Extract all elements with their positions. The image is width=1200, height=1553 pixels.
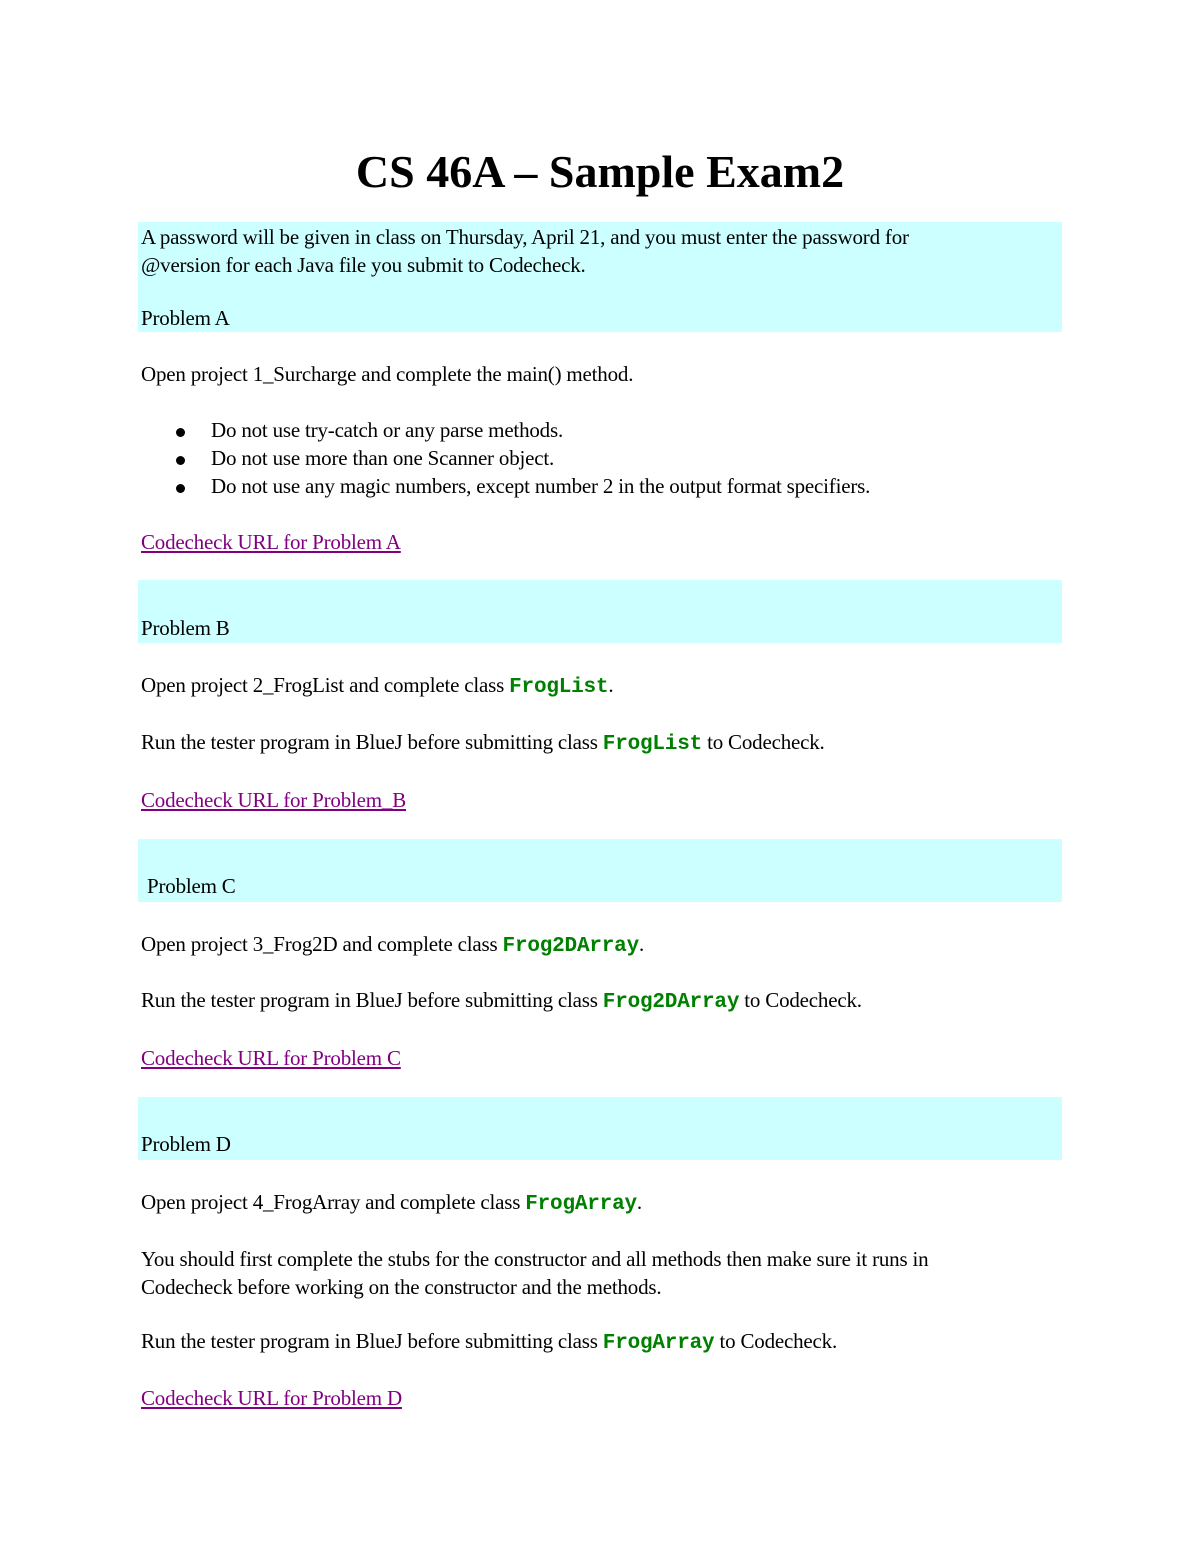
highlight-band-d bbox=[138, 1097, 1062, 1160]
problem-a-heading: Problem A bbox=[141, 306, 230, 330]
problem-c-open-prefix: Open project 3_Frog2D and complete class bbox=[141, 932, 503, 956]
problem-c-run-suffix: to Codecheck. bbox=[739, 988, 862, 1012]
problem-b-open-suffix: . bbox=[608, 673, 614, 697]
problem-d-stubs-line-2: Codecheck before working on the constructor and the methods. bbox=[141, 1275, 662, 1299]
problem-d-open-suffix: . bbox=[636, 1190, 642, 1214]
problem-b-run-suffix: to Codecheck. bbox=[702, 730, 825, 754]
bullet-icon bbox=[176, 428, 185, 437]
problem-c-run-prefix: Run the tester program in BlueJ before submitting class bbox=[141, 988, 603, 1012]
problem-d-instruction bbox=[141, 1188, 642, 1219]
problem-b-run-prefix: Run the tester program in BlueJ before submitting class bbox=[141, 730, 603, 754]
problem-b-codecheck-link[interactable]: Codecheck URL for Problem_B bbox=[141, 788, 407, 812]
intro-line-2: @version for each Java file you submit to Codecheck. bbox=[141, 253, 586, 277]
problem-a-bullet-1: Do not use try-catch or any parse methods. bbox=[211, 418, 563, 442]
problem-d-heading: Problem D bbox=[141, 1132, 231, 1156]
problem-b-heading: Problem B bbox=[141, 616, 230, 640]
problem-b-run-class-name: FrogList bbox=[602, 733, 703, 756]
problem-d-class-name: FrogArray bbox=[525, 1193, 637, 1216]
highlight-band-c bbox=[138, 839, 1062, 902]
problem-d-open-prefix: Open project 4_FrogArray and complete class bbox=[141, 1190, 526, 1214]
problem-b-open-prefix: Open project 2_FrogList and complete class bbox=[141, 673, 510, 697]
problem-d-run-class-name: FrogArray bbox=[602, 1332, 715, 1355]
problem-c-heading: Problem C bbox=[147, 874, 236, 898]
problem-a-instruction: Open project 1_Surcharge and complete the main() method. bbox=[141, 362, 634, 386]
problem-d-codecheck-link[interactable]: Codecheck URL for Problem D bbox=[141, 1386, 402, 1410]
problem-c-instruction bbox=[141, 930, 644, 961]
highlight-band-b bbox=[138, 580, 1062, 643]
problem-a-bullet-3: Do not use any magic numbers, except number 2 in the output format specifiers. bbox=[211, 474, 871, 498]
problem-c-codecheck-link[interactable]: Codecheck URL for Problem C bbox=[141, 1046, 401, 1070]
page-title: CS 46A – Sample Exam2 bbox=[355, 146, 845, 197]
problem-c-run-line bbox=[141, 986, 862, 1017]
problem-c-open-suffix: . bbox=[638, 932, 645, 956]
problem-d-run-suffix: to Codecheck. bbox=[714, 1329, 837, 1353]
problem-d-run-line bbox=[141, 1327, 837, 1358]
problem-b-instruction bbox=[141, 671, 613, 702]
problem-c-run-class-name: Frog2DArray bbox=[602, 991, 740, 1014]
bullet-icon bbox=[176, 456, 185, 465]
problem-a-bullet-2: Do not use more than one Scanner object. bbox=[211, 446, 555, 470]
problem-d-stubs-line-1: You should first complete the stubs for the constructor and all methods then make sure it runs in bbox=[141, 1247, 929, 1271]
bullet-icon bbox=[176, 484, 185, 493]
problem-d-run-prefix: Run the tester program in BlueJ before submitting class bbox=[141, 1329, 603, 1353]
problem-a-codecheck-link[interactable]: Codecheck URL for Problem A bbox=[141, 530, 401, 554]
problem-b-class-name: FrogList bbox=[509, 676, 609, 699]
problem-c-class-name: Frog2DArray bbox=[502, 935, 639, 958]
problem-b-run-line bbox=[141, 728, 825, 759]
intro-line-1: A password will be given in class on Thursday, April 21, and you must enter the password for bbox=[141, 225, 909, 249]
